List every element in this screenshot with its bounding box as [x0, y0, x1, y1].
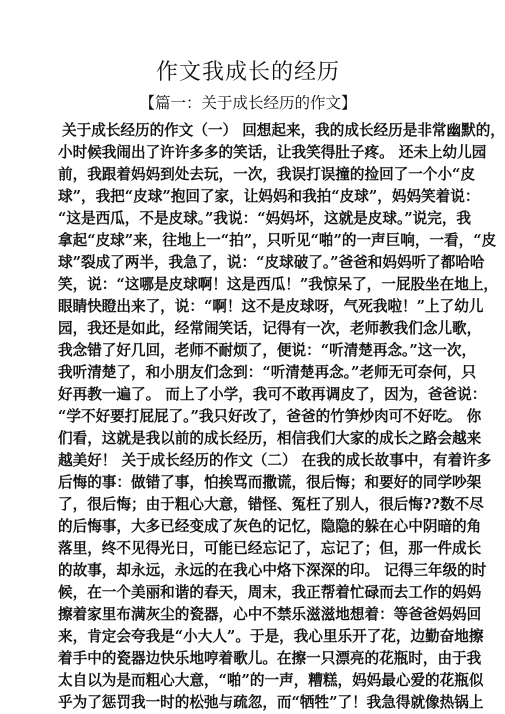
- body-line: 小时候我闹出了许许多多的笑话，让我笑得肚子疼。 还未上幼儿园: [58, 144, 487, 161]
- body-line: 拿起“皮球”来，往地上一“拍”，只听见“啪”的一声巨响，一看，“皮: [58, 232, 497, 249]
- body-line: 好再教一遍了。 而上了小学，我可不敢再调皮了，因为，爸爸说：: [58, 386, 487, 403]
- body-line: 我听清楚了，和小朋友们念到：“听清楚再念。”老师无可奈何，只: [58, 364, 477, 381]
- body-line: 越美好！ 关于成长经历的作文（二） 在我的成长故事中，有着许多: [58, 452, 492, 469]
- body-line: “学不好要打屁屁了。”我只好改了，爸爸的竹笋炒肉可不好吃。 你: [58, 408, 482, 425]
- body-line: 球”，我把“皮球”抱回了家，让妈妈和我拍“皮球”，妈妈笑着说：: [58, 188, 480, 205]
- document-body: [58, 120, 505, 714]
- body-line: 候，在一个美丽和谐的春天，周末，我正帮着忙碌而去工作的妈妈: [58, 584, 482, 601]
- body-line: 着手中的瓷器边快乐地哼着歌儿。在擦一只漂亮的花瓶时，由于我: [58, 650, 482, 667]
- body-line: 园，我还是如此，经常闹笑话，记得有一次，老师教我们念儿歌，: [58, 320, 482, 337]
- body-line: 我念错了好几回，老师不耐烦了，便说：“听清楚再念。”这一次，: [58, 342, 477, 359]
- body-line: 们看，这就是我以前的成长经历，相信我们大家的成长之路会越来: [58, 430, 482, 447]
- document-subtitle: 【篇一：关于成长经历的作文】: [139, 94, 357, 112]
- body-line: “这是西瓜，不是皮球。”我说：“妈妈坏，这就是皮球。”说完，我: [58, 210, 472, 227]
- body-line: 笑，说：“这哪是皮球啊！这是西瓜！”我惊呆了，一屁股坐在地上，: [58, 276, 499, 293]
- body-line: 了，很后悔；由于粗心大意，错怪、冤枉了别人，很后悔??数不尽: [58, 496, 484, 513]
- body-line: 落里，终不见得光日，可能已经忘记了，忘记了；但，那一件成长: [58, 540, 482, 557]
- body-line: 来，肯定会夸我是“小大人”。于是，我心里乐开了花，边勤奋地擦: [58, 628, 484, 645]
- body-line: 球”裂成了两半，我急了，说：“皮球破了。”爸爸和妈妈听了都哈哈: [58, 254, 485, 271]
- body-line: 眼睛快瞪出来了，说：“啊！这不是皮球呀，气死我啦！”上了幼儿: [58, 298, 484, 315]
- body-line: 太自以为是而粗心大意，“啪”的一声，糟糕，妈妈最心爱的花瓶似: [58, 672, 484, 689]
- body-line: 乎为了惩罚我一时的松弛与疏忽，而“牺牲”了！我急得就像热锅上: [58, 694, 484, 711]
- body-line: 关于成长经历的作文（一） 回想起来，我的成长经历是非常幽默的，: [62, 122, 505, 139]
- body-line: 的故事，却永远，永远的在我心中烙下深深的印。 记得三年级的时: [58, 562, 487, 579]
- body-line: 前，我跟着妈妈到处去玩，一次，我误打误撞的捡回了一个小“皮: [58, 166, 476, 183]
- body-line: 擦着家里布满灰尘的瓷器，心中不禁乐滋滋地想着：等爸爸妈妈回: [58, 606, 482, 623]
- document-title: 作文我成长的经历: [155, 60, 340, 85]
- body-line: 后悔的事：做错了事，怕挨骂而撒谎，很后悔；和要好的同学吵架: [58, 474, 482, 491]
- body-line: 的后悔事，大多已经变成了灰色的记忆，隐隐的躲在心中阴暗的角: [58, 518, 482, 535]
